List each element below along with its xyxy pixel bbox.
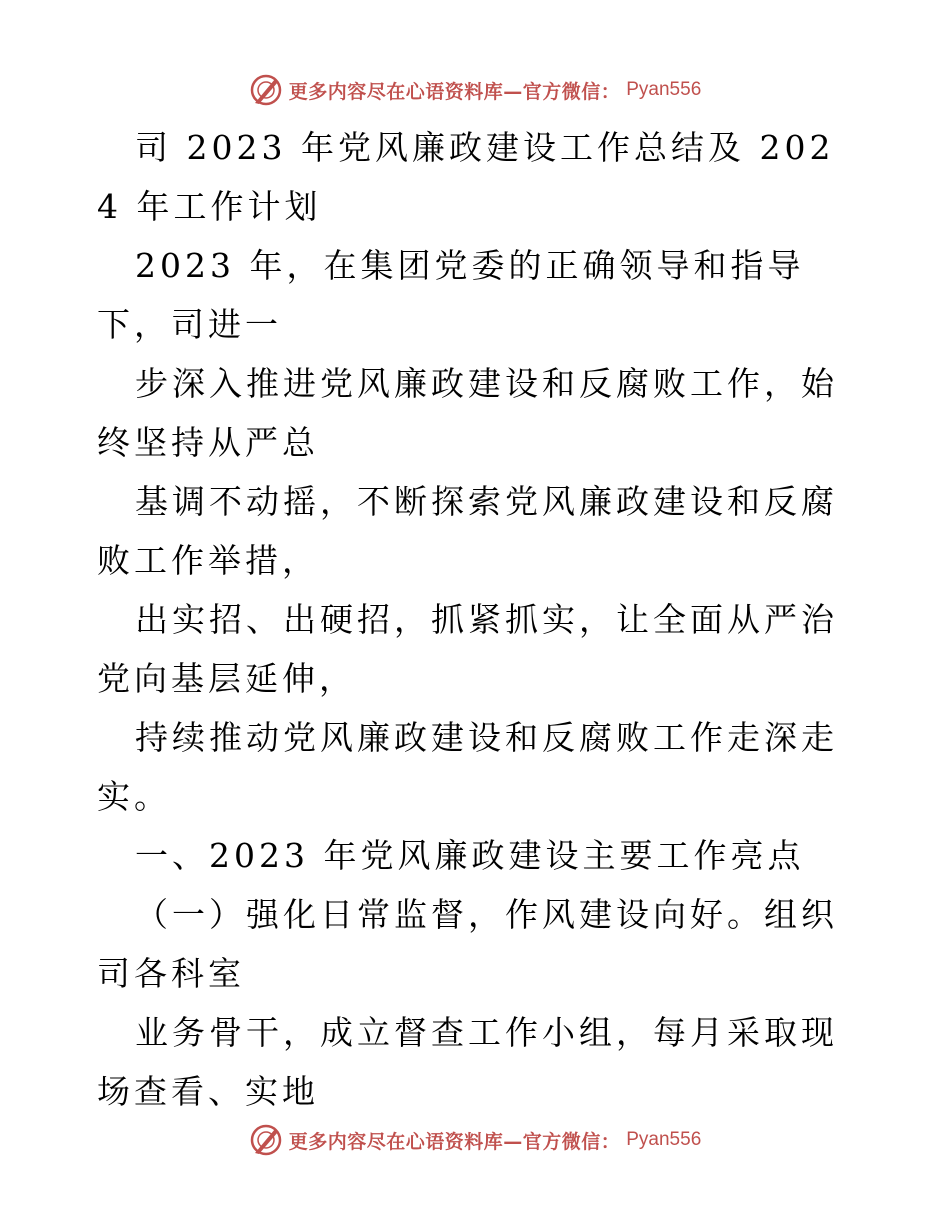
header-watermark [0, 70, 950, 110]
paragraph: 2023 年，在集团党委的正确领导和指导下，司进一 [97, 246, 805, 344]
watermark-wechat-id: Pyan556 [626, 1129, 702, 1150]
paragraph: 基调不动摇，不断探索党风廉政建设和反腐败工作举措， [97, 482, 838, 580]
watermark-text: 更多内容尽在心语资料库—官方微信： [288, 1130, 621, 1153]
paragraph: 持续推动党风廉政建设和反腐败工作走深走实。 [97, 718, 838, 816]
quill-logo-icon [249, 73, 283, 107]
quill-logo-icon [249, 1123, 283, 1157]
watermark-text: 更多内容尽在心语资料库—官方微信： [288, 80, 621, 103]
footer-watermark [0, 1120, 950, 1160]
paragraph: （一）强化日常监督，作风建设向好。组织司各科室 [97, 895, 838, 993]
paragraph: 业务骨干，成立督查工作小组，每月采取现场查看、实地 [97, 1013, 838, 1111]
paragraph: 步深入推进党风廉政建设和反腐败工作，始终坚持从严总 [97, 364, 838, 462]
document-title: 司 2023 年党风廉政建设工作总结及 2024 年工作计划 [97, 128, 835, 226]
watermark-wechat-id: Pyan556 [626, 79, 702, 100]
document-body [97, 118, 857, 1121]
section-heading: 一、2023 年党风廉政建设主要工作亮点 [135, 836, 805, 875]
paragraph: 出实招、出硬招，抓紧抓实，让全面从严治党向基层延伸， [97, 600, 838, 698]
